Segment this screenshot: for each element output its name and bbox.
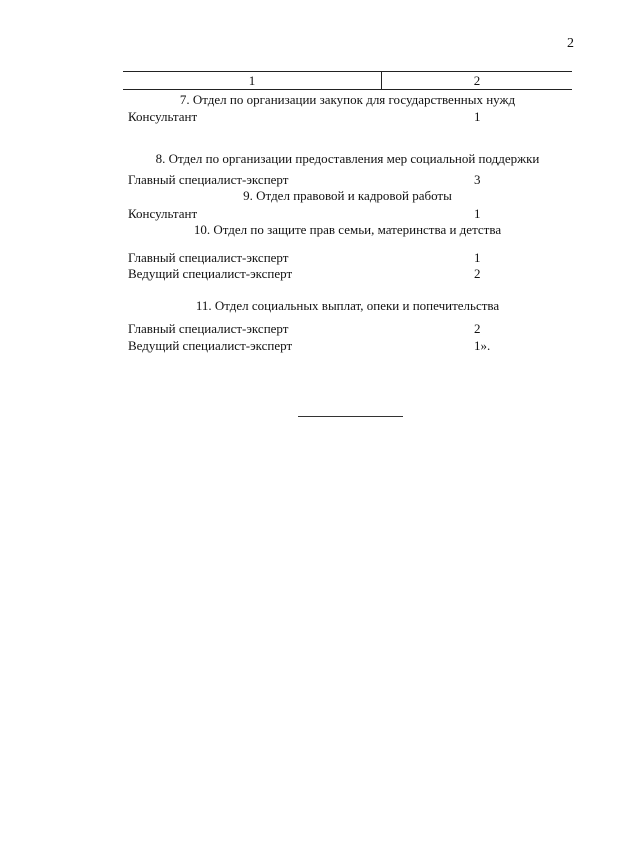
staff-position: Главный специалист-эксперт — [128, 172, 289, 187]
staff-position: Консультант — [128, 206, 198, 221]
staff-row — [128, 172, 488, 188]
staff-count: 1». — [474, 338, 491, 353]
table-header-column-1: 1 — [248, 73, 256, 88]
section-title: 11. Отдел социальных выплат, опеки и попечительства — [195, 298, 500, 313]
staff-count: 1 — [474, 250, 481, 265]
section-title: 10. Отдел по защите прав семьи, материнства и детства — [193, 222, 502, 237]
staff-row — [128, 250, 488, 266]
section-title: 7. Отдел по организации закупок для государственных нужд — [179, 92, 516, 107]
staff-count: 2 — [474, 266, 481, 281]
staff-row — [128, 338, 491, 354]
staff-count: 1 — [474, 206, 481, 221]
staff-row — [128, 266, 488, 282]
staff-row — [128, 206, 488, 222]
staff-position: Ведущий специалист-эксперт — [128, 338, 293, 353]
table-header-column-2: 2 — [473, 73, 481, 88]
staff-position: Консультант — [128, 109, 198, 124]
staff-position: Ведущий специалист-эксперт — [128, 266, 293, 281]
end-of-document-line — [298, 416, 403, 417]
staff-position: Главный специалист-эксперт — [128, 250, 289, 265]
staff-row — [128, 321, 488, 337]
staff-count: 3 — [474, 172, 481, 187]
staff-row — [128, 109, 488, 125]
table-header — [123, 71, 572, 90]
section-title: 9. Отдел правовой и кадровой работы — [243, 188, 452, 203]
staff-count: 2 — [474, 321, 481, 336]
staff-position: Главный специалист-эксперт — [128, 321, 289, 336]
page-number: 2 — [567, 36, 574, 51]
staff-count: 1 — [474, 109, 481, 124]
section-title: 8. Отдел по организации предоставления мер социальной поддержки — [155, 151, 540, 166]
